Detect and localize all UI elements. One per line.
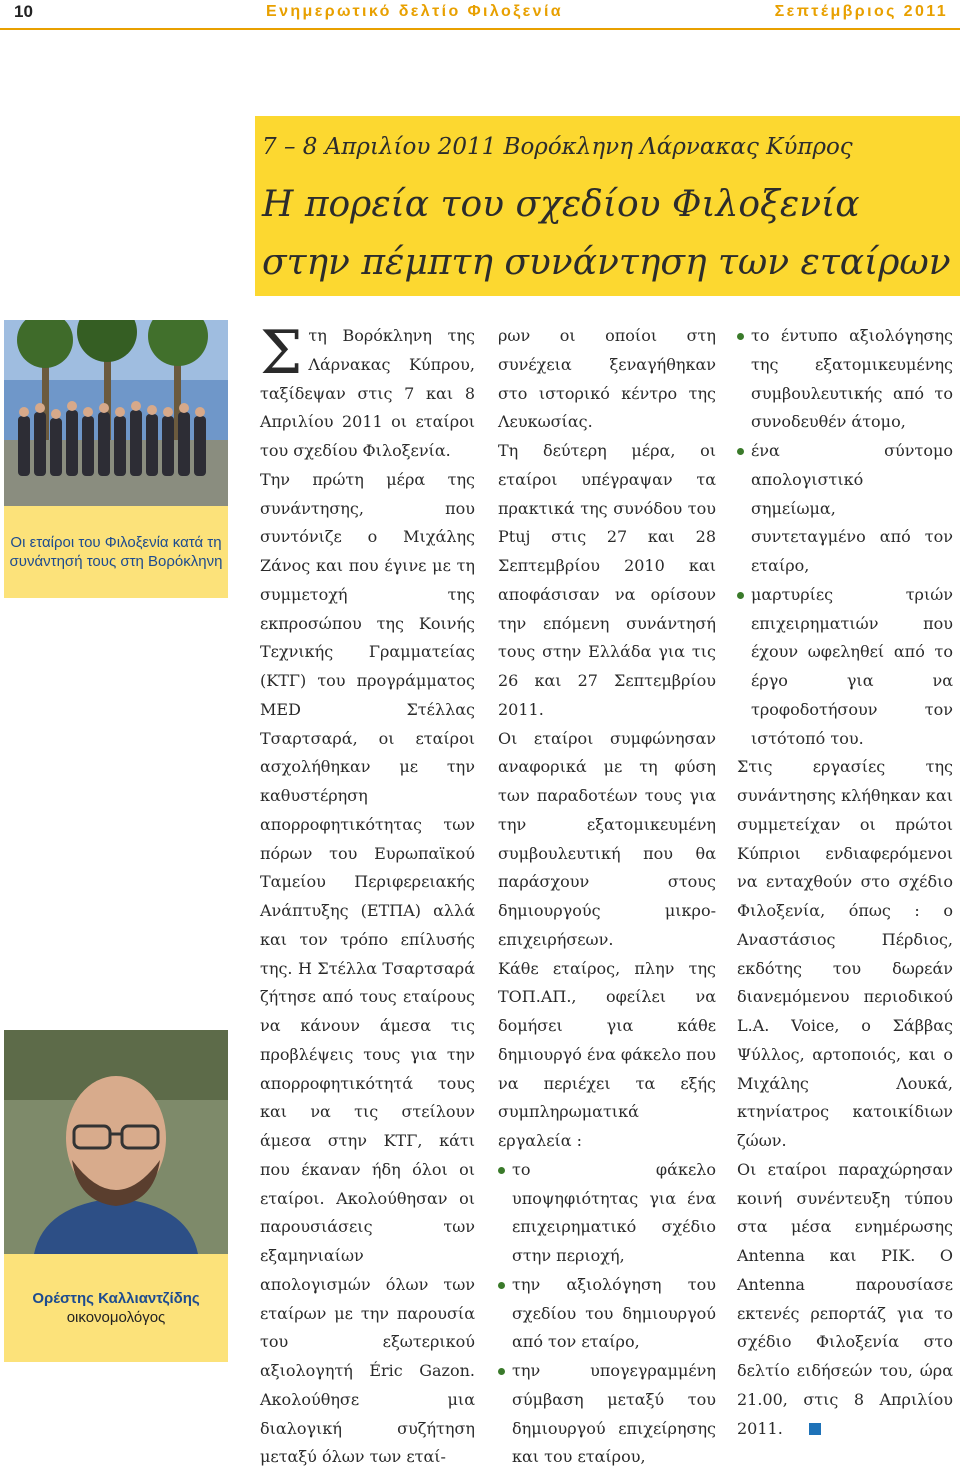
article-paragraph: ρων οι οποίοι στη συνέχεια ξεναγήθηκαν στο ιστορικό κέντρο της Λευκωσίας. [498, 326, 716, 432]
portrait-name: Ορέστης Καλλιαντζίδης [32, 1290, 200, 1307]
page-number: 10 [14, 2, 33, 21]
title-banner [255, 116, 960, 296]
article-paragraph: Την πρώτη μέρα της συνάντησης, που συντόνιζε ο Μιχάλης Ζάνος και που έγινε με τη συμμετοχή της εκπροσώπου της Κοινής Τεχνικής Γραμματείας (ΚΤΓ) του προγράμματος MED Στέλλας Τσαρτσαρά, οι εταίροι ασχολήθηκαν με την καθυστέρηση απορροφητικότητας των πόρων του Ευρωπαϊκού Ταμείου Περιφερειακής Ανάπτυξης (ΕΤΠΑ) αλλά και τον τρόπο επίλυσής της. Η Στέλλα Τσαρτσαρά ζήτησε από τους εταίρους να κάνουν άμεσα τις προβλέψεις τους για την απορροφητικότητά τους και να τις στείλουν άμεσα στην ΚΤΓ, κάτι που έκαναν ήδη όλοι οι εταίροι. Ακολούθησαν οι παρουσιάσεις των εξαμηνιαίων απολογισμών όλων των εταίρων με την παρουσία του εξωτερικού αξιολογητή Éric Gazon. Ακολούθησε μια διαλογική συζήτηση μεταξύ όλων των εταί- [260, 469, 475, 1467]
header-rule [0, 28, 960, 30]
list-item: ένα σύντομο απολογιστικό σημείωμα, συντεταγμένο από τον εταίρο, [737, 437, 953, 581]
article-paragraph-final [737, 1156, 953, 1444]
article-paragraph: Οι εταίροι συμφώνησαν αναφορικά με τη φύση των παραδοτέων τους για την εξατομικευμένη συμβουλευτική που θα παράσχουν στους δημιουργούς μικρο-επιχειρήσεων. [498, 728, 716, 949]
group-photo-caption-text: Οι εταίροι του Φιλοξενία κατά τη συνάντησή τους στη Βορόκληνη [9, 534, 223, 570]
page-header [0, 0, 960, 26]
article-paragraph: Κάθε εταίρος, πλην της ΤΟΠ.ΑΠ., οφείλει να δομήσει για κάθε δημιουργό ένα φάκελο που να περιέχει τα εξής συμπληρωματικά εργαλεία : [498, 958, 716, 1150]
list-item: την αξιολόγηση του σχεδίου του δημιουργού από τον εταίρο, [498, 1271, 716, 1357]
tools-list-continued [737, 322, 953, 753]
list-item: το φάκελο υποψηφιότητας για ένα επιχειρηματικό σχέδιο στην περιοχή, [498, 1156, 716, 1271]
portrait-caption [4, 1254, 228, 1362]
article-subtitle: 7 – 8 Απριλίου 2011 Βορόκληνη Λάρνακας Κύπρος [262, 134, 853, 160]
article-title: Η πορεία του σχεδίου Φιλοξενία στην πέμπτη συνάντηση των εταίρων [262, 184, 951, 283]
article-column-3 [737, 322, 953, 1443]
tools-list [498, 1156, 716, 1472]
publication-title: Ενημερωτικό δελτίο Φιλοξενία [266, 3, 564, 20]
final-paragraph-text: Οι εταίροι παραχώρησαν κοινή συνέντευξη τύπου στα μέσα ενημέρωσης Antenna και ΡΙΚ. Ο Antenna παρουσίασε εκτενές ρεπορτάζ για το σχέδιο Φιλοξενία στο δελτίο ειδήσεών του, ώρα 21.00, στις 8 Απριλίου 2011. [737, 1159, 953, 1438]
list-item: την υπογεγραμμένη σύμβαση μεταξύ του δημιουργού επιχείρησης και του εταίρου, [498, 1357, 716, 1472]
portrait-photo [4, 1030, 228, 1254]
article-paragraph: Τη δεύτερη μέρα, οι εταίροι υπέγραψαν τα πρακτικά της συνόδου του Ptuj στις 27 και 28 Σεπτεμβρίου 2010 και αποφάσισαν να ορίσουν την επόμενη συνάντησή τους στην Ελλάδα για τις 26 και 27 Σεπτεμβρίου 2011. [498, 441, 716, 719]
list-item: το έντυπο αξιολόγησης της εξατομικευμένης συμβουλευτικής από το συνοδευθέν άτομο, [737, 322, 953, 437]
drop-cap: Σ [260, 318, 303, 388]
article-paragraph: τη Βορόκληνη της Λάρνακας Κύπρου, ταξίδεψαν στις 7 και 8 Απριλίου 2011 οι εταίροι του σχεδίου Φιλοξενία. [260, 326, 475, 460]
portrait-role: οικονομολόγος [66, 1309, 166, 1326]
end-of-article-icon [809, 1423, 821, 1435]
list-item: μαρτυρίες τριών επιχειρηματιών που έχουν ωφεληθεί από το έργο για να τροφοδοτήσουν τον ιστότοπό του. [737, 581, 953, 754]
group-photo [4, 320, 228, 506]
issue-date: Σεπτέμβριος 2011 [774, 3, 948, 20]
group-photo-caption [4, 506, 228, 598]
article-paragraph: Στις εργασίες της συνάντησης κλήθηκαν και συμμετείχαν οι πρώτοι Κύπριοι ενδιαφερόμενοι να ενταχθούν στο σχέδιο Φιλοξενία, όπως : ο Αναστάσιος Πέρδιος, εκδότης του δωρεάν διανεμόμενου περιοδικού L.A. Voice, ο Σάββας Ψύλλος, αρτοποιός, και ο Μιχάλης Λουκά, κτηνίατρος κατοικίδιων ζώων. [737, 757, 953, 1150]
article-column-2 [498, 322, 716, 1472]
article-column-1 [260, 318, 475, 1472]
